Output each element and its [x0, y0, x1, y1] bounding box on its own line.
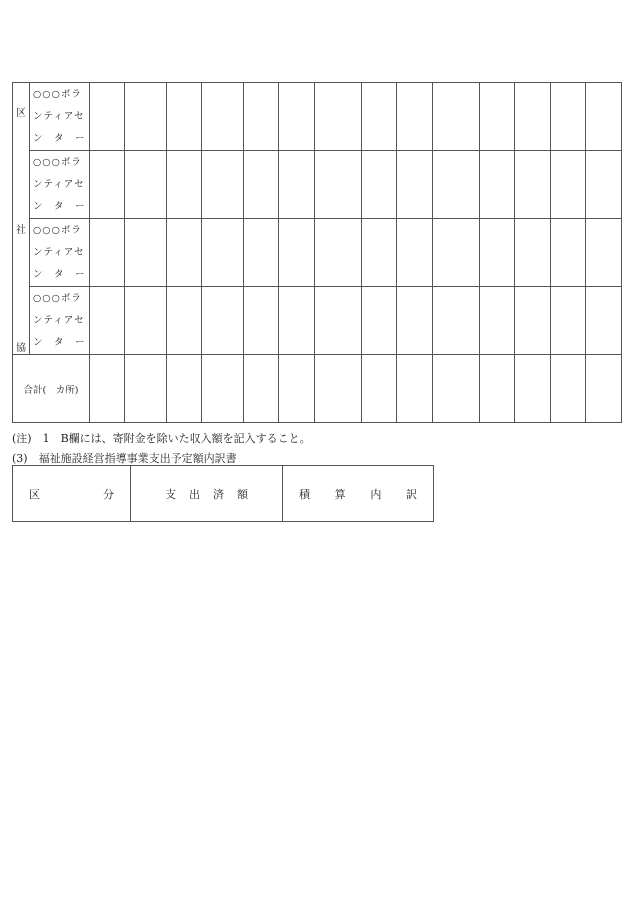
data-cell[interactable]: [202, 83, 244, 151]
facility-name: [30, 219, 90, 287]
data-cell[interactable]: [433, 219, 480, 287]
total-cell[interactable]: [480, 355, 515, 423]
data-cell[interactable]: [125, 151, 167, 219]
data-cell[interactable]: [515, 151, 551, 219]
expense-breakdown-table: [12, 465, 434, 522]
data-cell[interactable]: [315, 83, 362, 151]
data-cell[interactable]: [480, 83, 515, 151]
category-cell: [13, 83, 30, 355]
name-line: ンティアセ: [33, 110, 85, 122]
header-char: 分: [103, 487, 114, 501]
data-cell[interactable]: [480, 151, 515, 219]
data-cell[interactable]: [551, 83, 586, 151]
total-cell[interactable]: [279, 355, 315, 423]
category-char: 社: [16, 225, 26, 236]
data-cell[interactable]: [279, 151, 315, 219]
name-line: ンティアセ: [33, 314, 85, 326]
name-line: ン タ ー: [33, 200, 86, 212]
header-char: 支: [165, 487, 176, 501]
header-calculation: [283, 466, 434, 522]
header-char: 訳: [405, 487, 417, 501]
name-line: ンティアセ: [33, 178, 85, 190]
name-line: ○○○ボラ: [33, 224, 82, 236]
data-cell[interactable]: [125, 83, 167, 151]
header-char: 積: [299, 487, 310, 501]
table-row: [13, 219, 622, 287]
header-char: 額: [237, 487, 248, 501]
name-line: ○○○ボラ: [33, 88, 82, 100]
total-cell[interactable]: [315, 355, 362, 423]
data-cell[interactable]: [362, 151, 397, 219]
facility-name: [30, 151, 90, 219]
data-cell[interactable]: [397, 83, 433, 151]
data-cell[interactable]: [279, 83, 315, 151]
data-cell[interactable]: [202, 151, 244, 219]
data-cell[interactable]: [90, 287, 125, 355]
name-line: ○○○ボラ: [33, 292, 82, 304]
section-heading: (3) 福祉施設経営指導事業支出予定額内訳書: [12, 452, 237, 465]
data-cell[interactable]: [433, 287, 480, 355]
facility-name: [30, 287, 90, 355]
data-cell[interactable]: [480, 219, 515, 287]
data-cell[interactable]: [125, 287, 167, 355]
data-cell[interactable]: [515, 287, 551, 355]
header-char: 算: [334, 487, 346, 501]
data-cell[interactable]: [515, 83, 551, 151]
table-row: [13, 287, 622, 355]
category-char: 区: [16, 107, 26, 119]
data-cell[interactable]: [167, 151, 202, 219]
data-cell[interactable]: [244, 287, 279, 355]
total-cell[interactable]: [125, 355, 167, 423]
header-expended: [131, 466, 283, 522]
facility-table: [12, 82, 622, 423]
total-cell[interactable]: [397, 355, 433, 423]
data-cell[interactable]: [551, 151, 586, 219]
data-cell[interactable]: [362, 287, 397, 355]
data-cell[interactable]: [586, 287, 622, 355]
data-cell[interactable]: [244, 219, 279, 287]
data-cell[interactable]: [167, 287, 202, 355]
data-cell[interactable]: [397, 287, 433, 355]
name-line: ン タ ー: [33, 268, 86, 280]
total-label: 合計( カ所): [13, 355, 90, 423]
name-line: ○○○ボラ: [33, 156, 82, 168]
total-cell[interactable]: [362, 355, 397, 423]
table-row: [13, 151, 622, 219]
name-line: ンティアセ: [33, 246, 85, 258]
name-line: ン タ ー: [33, 132, 86, 144]
data-cell[interactable]: [315, 151, 362, 219]
header-char: 内: [370, 487, 382, 501]
data-cell[interactable]: [433, 151, 480, 219]
total-cell[interactable]: [167, 355, 202, 423]
header-category: [13, 466, 131, 522]
total-cell[interactable]: [90, 355, 125, 423]
data-cell[interactable]: [315, 287, 362, 355]
header-char: 出: [189, 487, 200, 501]
category-char: 協: [16, 342, 26, 354]
name-line: ン タ ー: [33, 336, 86, 348]
data-cell[interactable]: [125, 219, 167, 287]
data-cell[interactable]: [244, 151, 279, 219]
table-row: [13, 83, 622, 151]
data-cell[interactable]: [586, 151, 622, 219]
note-text: (注) 1 B欄には、寄附金を除いた収入額を記入すること。: [12, 432, 311, 445]
data-cell[interactable]: [202, 219, 244, 287]
data-cell[interactable]: [279, 219, 315, 287]
data-cell[interactable]: [202, 287, 244, 355]
data-cell[interactable]: [279, 287, 315, 355]
data-cell[interactable]: [433, 83, 480, 151]
total-cell[interactable]: [244, 355, 279, 423]
total-cell[interactable]: [586, 355, 622, 423]
total-cell[interactable]: [515, 355, 551, 423]
data-cell[interactable]: [167, 83, 202, 151]
data-cell[interactable]: [315, 219, 362, 287]
data-cell[interactable]: [90, 83, 125, 151]
total-cell[interactable]: [551, 355, 586, 423]
data-cell[interactable]: [515, 219, 551, 287]
data-cell[interactable]: [167, 219, 202, 287]
data-cell[interactable]: [397, 219, 433, 287]
data-cell[interactable]: [90, 219, 125, 287]
data-cell[interactable]: [551, 287, 586, 355]
data-cell[interactable]: [362, 83, 397, 151]
data-cell[interactable]: [397, 151, 433, 219]
data-cell[interactable]: [586, 83, 622, 151]
header-char: 済: [213, 487, 224, 501]
data-cell[interactable]: [244, 83, 279, 151]
data-cell[interactable]: [551, 219, 586, 287]
data-cell[interactable]: [480, 287, 515, 355]
total-cell[interactable]: [202, 355, 244, 423]
total-cell[interactable]: [433, 355, 480, 423]
data-cell[interactable]: [362, 219, 397, 287]
facility-name: [30, 83, 90, 151]
header-char: 区: [29, 487, 40, 501]
data-cell[interactable]: [586, 219, 622, 287]
total-row: [13, 355, 622, 423]
data-cell[interactable]: [90, 151, 125, 219]
